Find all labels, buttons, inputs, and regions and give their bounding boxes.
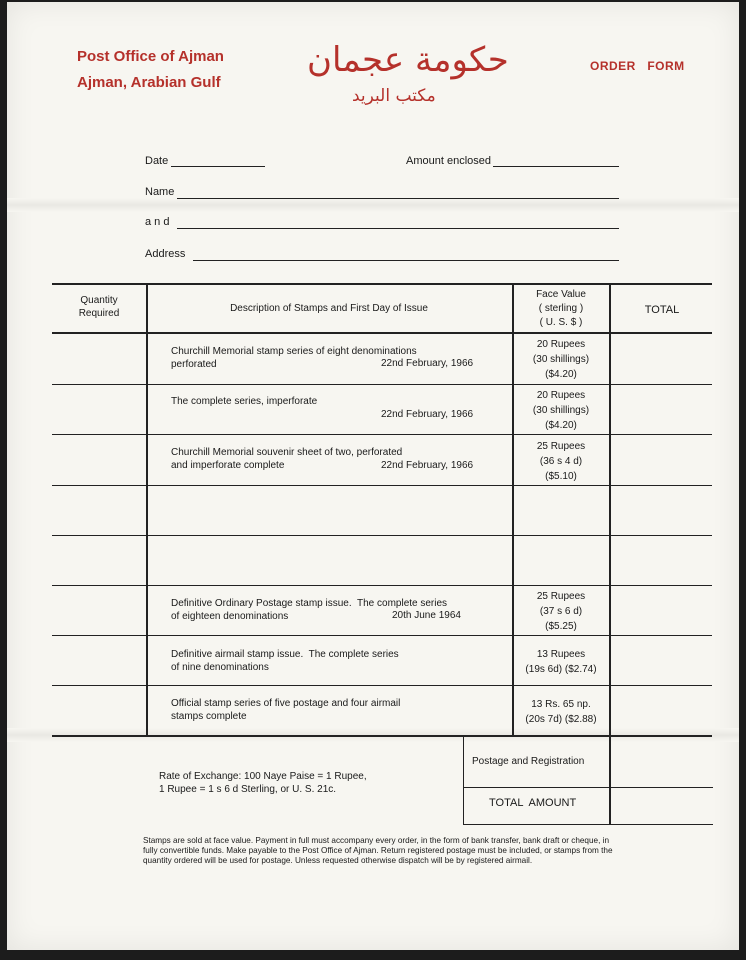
exchange-rate-text: Rate of Exchange: 100 Naye Paise = 1 Rupee, 1 Rupee = 1 s 6 d Sterling, or U. S. 21c. (159, 771, 367, 795)
row-description: Churchill Memorial souvenir sheet of two, perforated and imperforate complete (171, 447, 403, 471)
row-face-value: 20 Rupees (30 shillings) ($4.20) (532, 339, 590, 380)
fold-line (7, 198, 739, 212)
office-location: Ajman, Arabian Gulf (77, 74, 221, 91)
totals-box-border (463, 736, 464, 825)
row-face-value: 13 Rupees (19s 6d) ($2.74) (525, 649, 597, 675)
row-description: Definitive airmail stamp issue. The complete series of nine denominations (171, 649, 399, 673)
order-form-sheet (7, 2, 739, 950)
row-description: Churchill Memorial stamp series of eight denominations perforated (171, 346, 417, 370)
row-divider (52, 485, 712, 486)
terms-note: Stamps are sold at face value. Payment in full must accompany every order, in the form of bank transfer, bank draft or cheque, in fully convertible funds. Make payable to the Post Office of Ajman. Return registered postage must be included, or stamps from the quantity ordered will be used for postage. Unless requested otherwise dispatch will be by registered airmail. (143, 836, 613, 865)
totals-bottom (463, 824, 713, 825)
form-title: ORDER FORM (590, 59, 685, 73)
row-description: Official stamp series of five postage and four airmail stamps complete (171, 698, 401, 722)
column-divider (146, 284, 148, 735)
postage-registration-label: Postage and Registration (472, 756, 585, 767)
office-name: Post Office of Ajman (77, 48, 224, 65)
date-label: Date (145, 155, 169, 167)
row-face-value: 25 Rupees (37 s 6 d) ($5.25) (536, 591, 586, 632)
total-amount-label: TOTAL AMOUNT (489, 797, 577, 809)
column-divider (609, 284, 611, 825)
quantity-header: Quantity Required (78, 295, 120, 319)
table-header-border (52, 332, 712, 334)
row-divider (52, 384, 712, 385)
date-field[interactable] (171, 166, 265, 167)
row-divider (52, 585, 712, 586)
description-header: Description of Stamps and First Day of Issue (230, 303, 428, 314)
row-issue-date: 22nd February, 1966 (381, 460, 474, 471)
row-description: The complete series, imperforate (171, 396, 318, 407)
row-face-value: 20 Rupees (30 shillings) ($4.20) (532, 390, 590, 431)
and-label: a n d (145, 216, 170, 228)
name-label: Name (145, 186, 175, 198)
amount-field[interactable] (493, 166, 619, 167)
name-field[interactable] (177, 198, 619, 199)
row-description: Definitive Ordinary Postage stamp issue. The complete series of eighteen denominations (171, 598, 448, 622)
total-header: TOTAL (644, 304, 680, 316)
address-field[interactable] (193, 260, 619, 261)
amount-label: Amount enclosed (406, 155, 491, 167)
row-divider (52, 685, 712, 686)
table-bottom-border (52, 735, 712, 737)
row-divider (52, 535, 712, 536)
row-divider (52, 434, 712, 435)
address-label: Address (145, 248, 186, 260)
row-issue-date: 22nd February, 1966 (381, 409, 474, 420)
arabic-post-office: مكتب البريد (352, 86, 436, 106)
row-divider (52, 635, 712, 636)
row-issue-date: 20th June 1964 (392, 610, 461, 621)
row-face-value: 25 Rupees (36 s 4 d) ($5.10) (536, 441, 586, 482)
row-issue-date: 22nd February, 1966 (381, 358, 474, 369)
totals-divider (463, 787, 713, 788)
row-face-value: 13 Rs. 65 np. (20s 7d) ($2.88) (525, 699, 597, 725)
arabic-government-title: حكومة عجمان (307, 40, 509, 80)
face-value-header: Face Value ( sterling ) ( U. S. $ ) (536, 289, 586, 328)
table-top-border (52, 283, 712, 285)
second-name-field[interactable] (177, 228, 619, 229)
